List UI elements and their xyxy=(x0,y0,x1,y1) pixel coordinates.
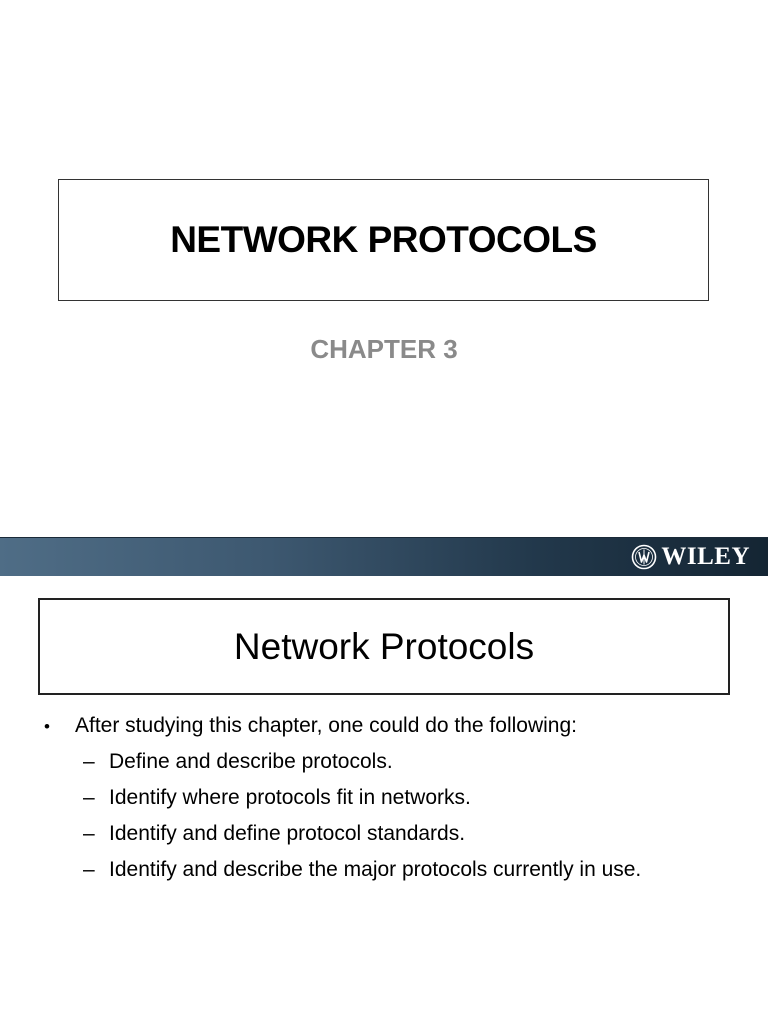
chapter-subtitle: CHAPTER 3 xyxy=(310,334,458,364)
title-box xyxy=(58,179,709,301)
slide-title: Network Protocols xyxy=(233,625,535,667)
sub-item-text: Identify where protocols fit in networks. xyxy=(109,786,471,809)
slide-title: NETWORK PROTOCOLS xyxy=(170,219,597,260)
sub-item-text: Define and describe protocols. xyxy=(109,750,393,773)
bullet-list xyxy=(44,714,744,894)
publisher-name: WILEY xyxy=(661,543,750,570)
objectives-slide xyxy=(0,537,768,1024)
sub-list-item xyxy=(44,786,744,822)
sub-item-text: Identify and define protocol standards. xyxy=(109,822,466,845)
sub-list-item xyxy=(44,858,744,894)
list-item xyxy=(44,714,744,750)
header-banner xyxy=(0,537,768,576)
title-box xyxy=(38,598,730,695)
dash-marker: – xyxy=(83,750,95,773)
bullet-marker: • xyxy=(44,717,50,736)
dash-marker: – xyxy=(83,786,95,809)
publisher-logo xyxy=(631,542,750,572)
sub-list-item xyxy=(44,750,744,786)
dash-marker: – xyxy=(83,822,95,845)
wiley-seal-icon xyxy=(631,544,657,570)
dash-marker: – xyxy=(83,858,95,881)
bullet-text: After studying this chapter, one could do the following: xyxy=(75,714,577,737)
sub-list-item xyxy=(44,822,744,858)
sub-item-text: Identify and describe the major protocols currently in use. xyxy=(109,858,642,881)
